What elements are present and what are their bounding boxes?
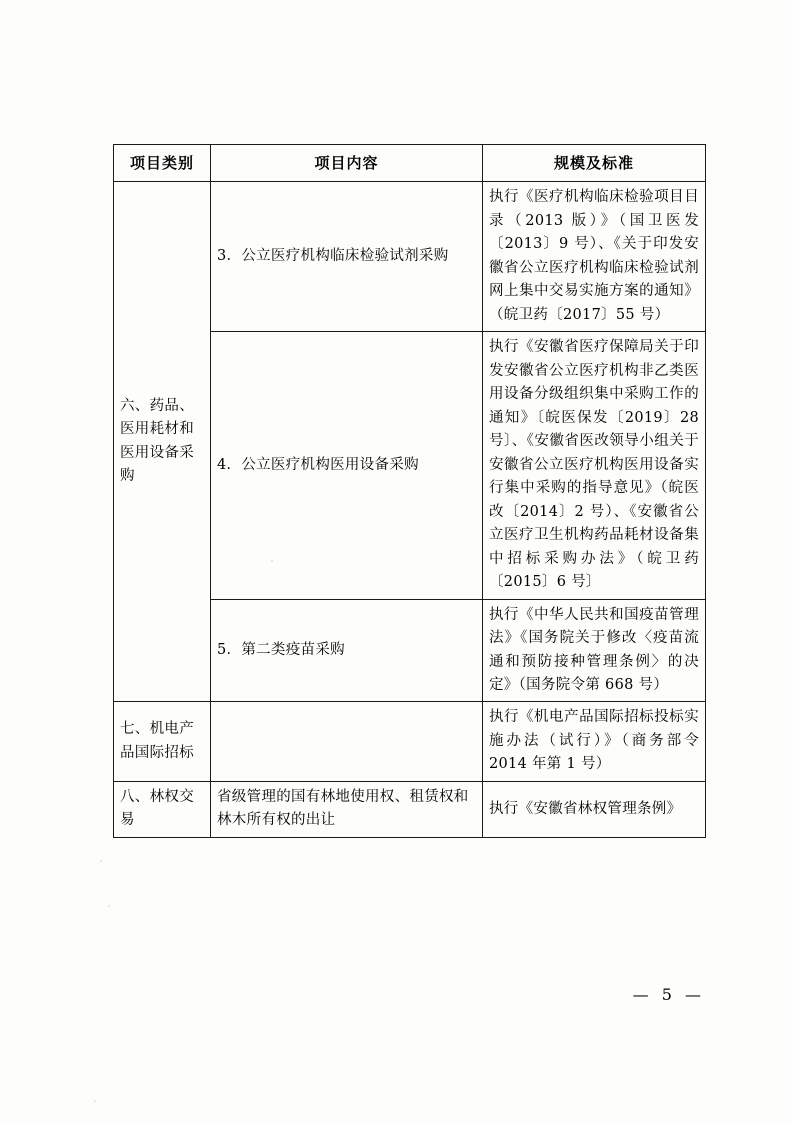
cell-content: 5．第二类疫苗采购 [211, 599, 483, 702]
column-header-category: 项目类别 [114, 145, 211, 182]
table-header-row [114, 145, 706, 182]
cell-category: 六、药品、医用耗材和医用设备采购 [114, 182, 211, 702]
page-number: — 5 — [632, 985, 705, 1004]
procurement-standards-table [113, 144, 706, 838]
cell-standard: 执行《中华人民共和国疫苗管理法》《国务院关于修改〈疫苗流通和预防接种管理条例〉的决定》（国务院令第 668 号） [483, 599, 706, 702]
cell-standard: 执行《安徽省医疗保障局关于印发安徽省公立医疗机构非乙类医用设备分级组织集中采购工作的通知》〔皖医保发〔2019〕28 号〕、《安徽省医改领导小组关于安徽省公立医疗机构医用设备实行集中采购的指导意见》（皖医改〔2014〕2 号）、《安徽省公立医疗卫生机构药品耗材设备集中招标采购办法》（皖卫药〔2015〕6 号〕 [483, 332, 706, 599]
column-header-content: 项目内容 [211, 145, 483, 182]
table-row [114, 182, 706, 332]
cell-category: 七、机电产品国际招标 [114, 702, 211, 781]
scan-speckle [108, 905, 110, 907]
column-header-standard: 规模及标准 [483, 145, 706, 182]
cell-standard: 执行《医疗机构临床检验项目目录（2013 版）》（国卫医发〔2013〕9 号）、《关于印发安徽省公立医疗机构临床检验试剂网上集中交易实施方案的通知》（皖卫药〔2017〕55 号） [483, 182, 706, 332]
scan-speckle [94, 1100, 96, 1102]
cell-content [211, 702, 483, 781]
scan-speckle [100, 860, 102, 862]
cell-content: 3．公立医疗机构临床检验试剂采购 [211, 182, 483, 332]
cell-standard: 执行《安徽省林权管理条例》 [483, 781, 706, 837]
table-row [114, 702, 706, 781]
cell-category: 八、林权交易 [114, 781, 211, 837]
table-row [114, 781, 706, 837]
cell-standard: 执行《机电产品国际招标投标实施办法（试行）》（商务部令 2014 年第 1 号） [483, 702, 706, 781]
cell-content: 4．公立医疗机构医用设备采购 [211, 332, 483, 599]
cell-content: 省级管理的国有林地使用权、租赁权和林木所有权的出让 [211, 781, 483, 837]
